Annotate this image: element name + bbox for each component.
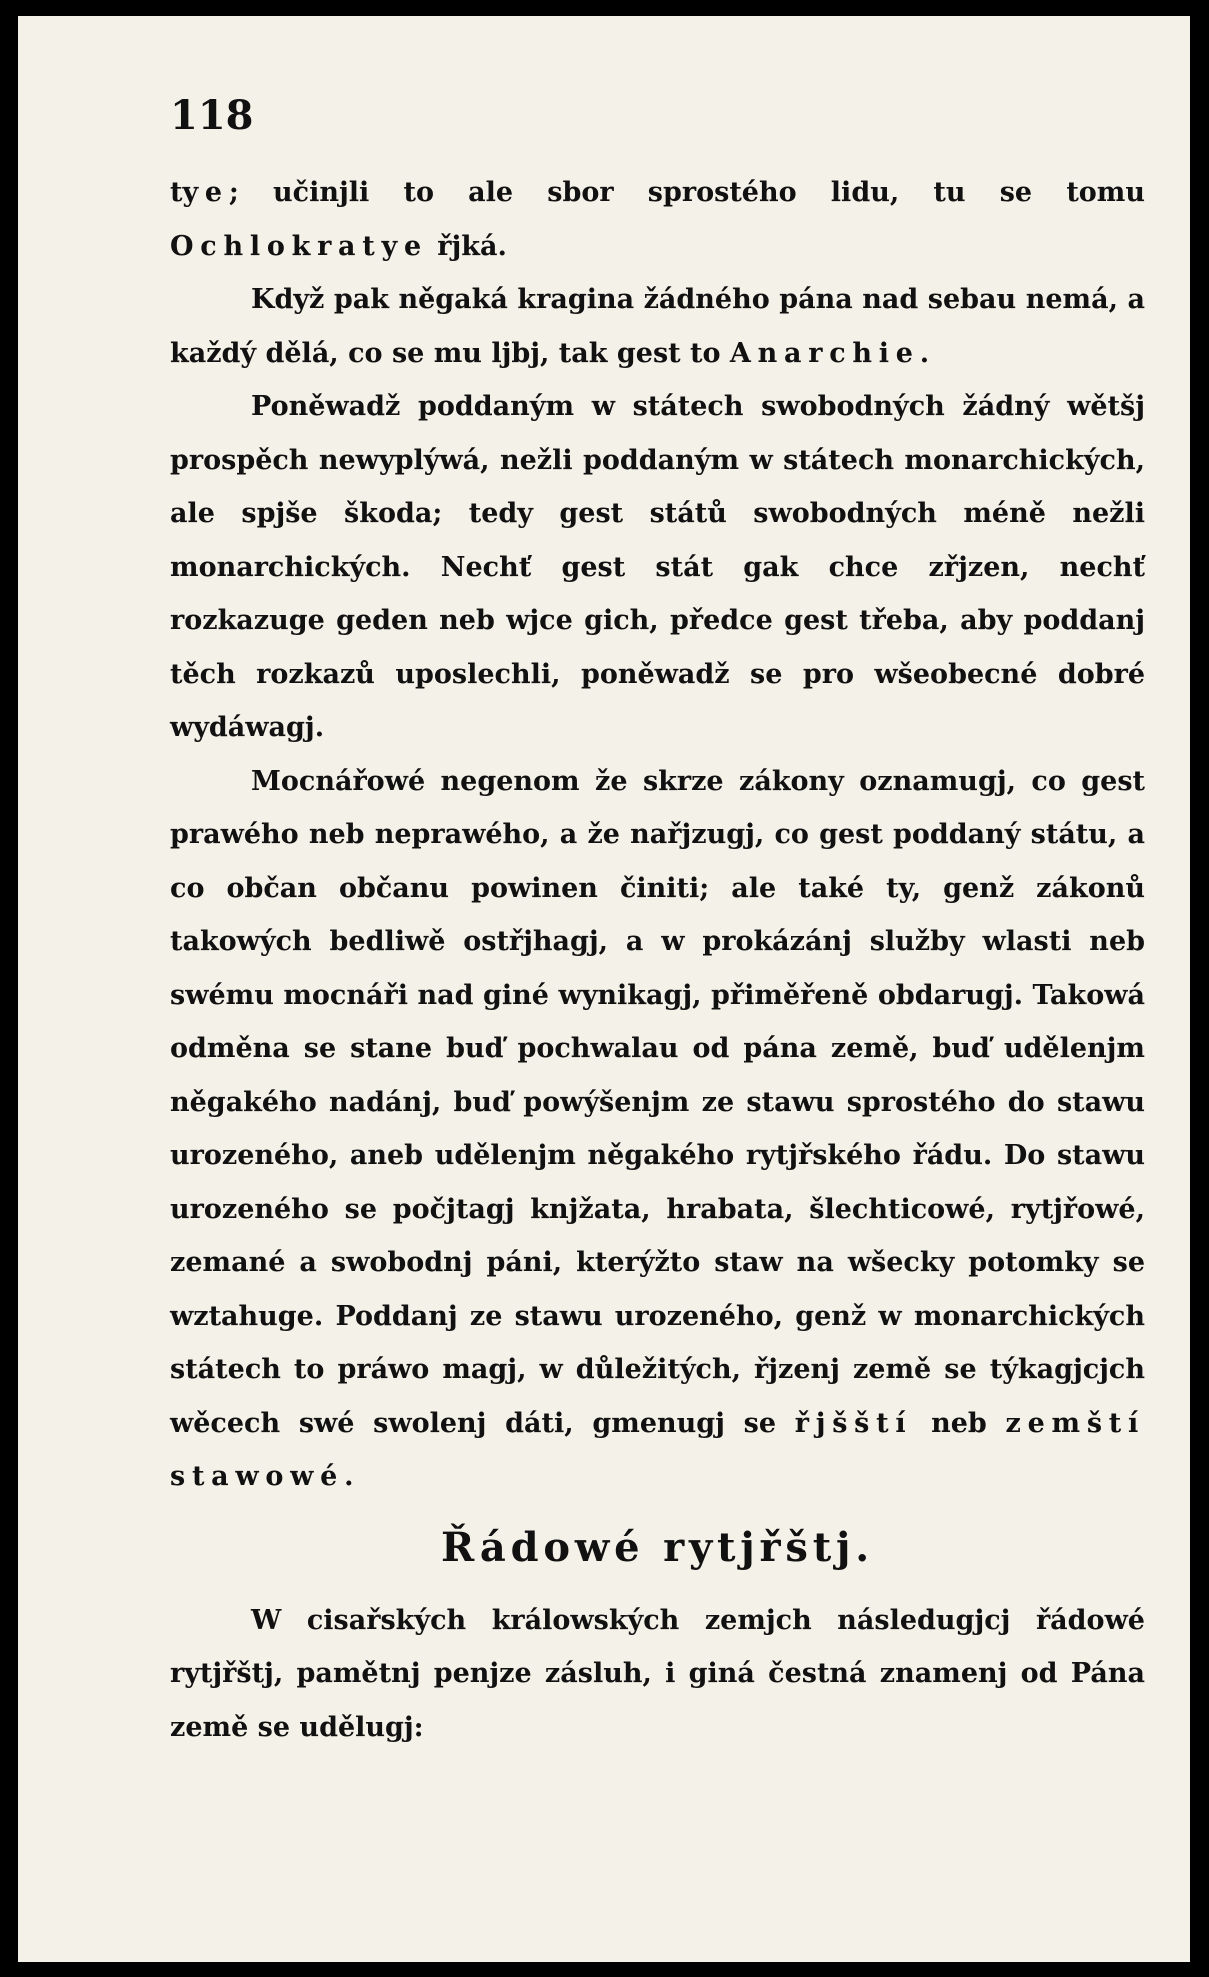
text-run: Když pak něgaká kragina žádného pána nad sebau nemá, a každý dělá, co se mu ljbj, tak gest to [170, 284, 1145, 369]
text-run: ; učinjli to ale sbor sprostého lidu, tu se tomu [228, 177, 1145, 208]
closing-paragraph: W cisařských králowských zemjch následugjcj řádowé rytjřštj, pamětnj penjze zásluh, i giná čestná znamenj od Pána země se udělugj: [170, 1604, 1145, 1743]
section-heading: Řádowé rytjřštj. [440, 1523, 875, 1571]
text-run: řjká. [427, 230, 507, 262]
emphasized-term: stawowé [170, 1461, 345, 1492]
paragraph [170, 380, 1145, 755]
text-block [170, 86, 1145, 1754]
text-run: . [344, 1461, 354, 1492]
text-run: . [919, 337, 930, 369]
emphasized-term: Ochlokratye [170, 230, 428, 262]
continuation-paragraph [170, 166, 1145, 273]
body-text [170, 166, 1145, 1504]
page-number: 118 [170, 92, 254, 139]
emphasized-term: ye [182, 177, 229, 208]
book-page [18, 16, 1190, 1962]
text-run: neb [912, 1407, 1006, 1439]
emphasized-term: zemští [1005, 1407, 1145, 1439]
text-run: Mocnářowé negenom že skrze zákony oznamugj, co gest prawého neb neprawého, a že nařjzugj, co gest poddaný státu, a co občan občanu powinen činiti; ale také ty, genž zákonů takowých bedliwě ostřjhagj, a w prokázánj služby wlasti neb swému mocnáři nad giné wynikagj, přiměřeně obdarugj. Takowá odměna se stane buď pochwalau od pána země, buď udělenjm něgakého nadánj, buď powýšenjm ze stawu sprostého do stawu urozeného, aneb udělenjm něgakého rytjřského řádu. Do stawu urozeného se počjtagj knjžata, hrabata, šlechticowé, rytjřowé, zemané a swobodnj páni, kterýžto staw na wšecky potomky se wztahuge. Poddanj ze stawu urozeného, genž w monarchických státech to práwo magj, w důležitých, řjzenj země se týkagjcjch wěcech swé swolenj dáti, gmenugj se [170, 765, 1145, 1439]
text-run: t [170, 177, 183, 208]
paragraph [170, 755, 1145, 1504]
text-run: Poněwadž poddaným w státech swobodných žádný wětšj prospěch newyplýwá, nežli poddaným w státech monarchických, ale spjše škoda; tedy gest států swobodných méně nežli monarchických. Nechť gest stát gak chce zřjzen, nechť rozkazuge geden neb wjce gich, předce gest třeba, aby poddanj těch rozkazů uposlechli, poněwadž se pro wšeobecné dobré wydáwagj. [170, 391, 1145, 743]
emphasized-term: řjšští [794, 1407, 913, 1439]
paragraph [170, 273, 1145, 380]
emphasized-term: Anarchie [729, 337, 920, 369]
